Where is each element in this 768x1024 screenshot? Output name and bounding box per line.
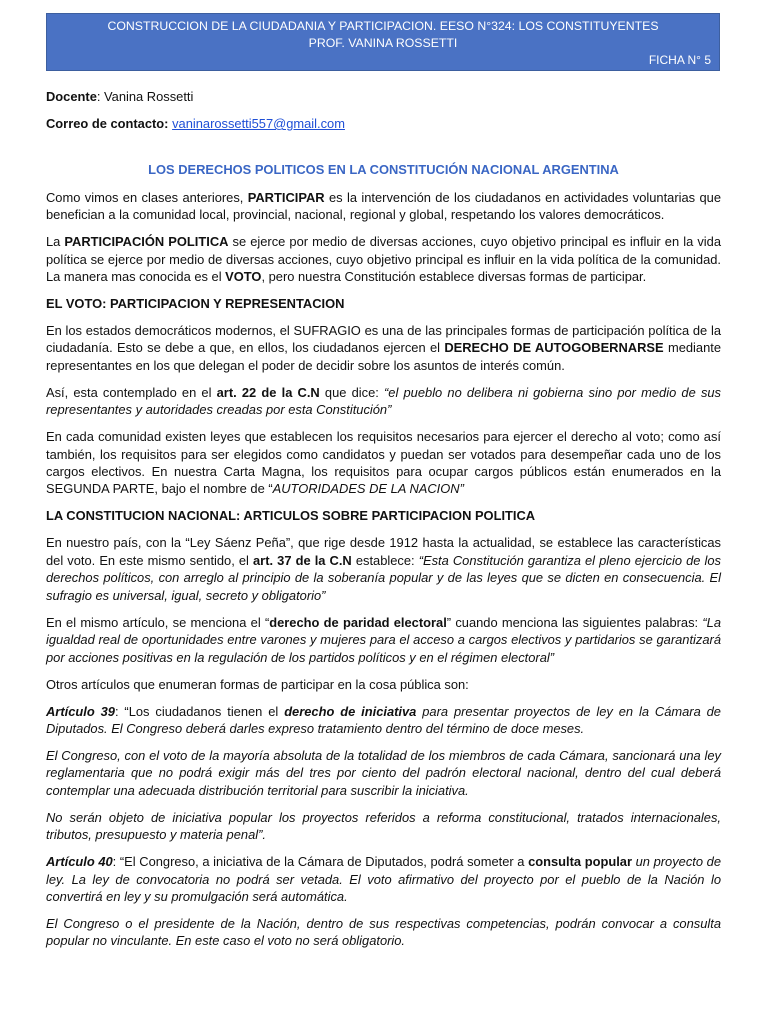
docente-label: Docente (46, 89, 97, 104)
paragraph-participacion-politica: La PARTICIPACIÓN POLITICA se ejerce por medio de diversas acciones, cuyo objetivo principal es influir en la vida política se ejerce por medio de diversas acciones, cuyo objetivo principal es influir en la vida política de la comunidad. La manera mas conocida es el VOTO, pero nuestra Constitución establece diversas formas de participar. (46, 234, 721, 285)
header-course-title: CONSTRUCCION DE LA CIUDADANIA Y PARTICIPACION. EESO N°324: LOS CONSTITUYENTES (107, 19, 659, 33)
docente-line (46, 88, 721, 105)
header-ficha-number: FICHA N° 5 (648, 53, 711, 67)
contact-line (46, 115, 721, 132)
document-body (46, 88, 721, 959)
header-teacher: PROF. VANINA ROSSETTI (308, 36, 458, 50)
docente-value: : Vanina Rossetti (96, 89, 194, 104)
paragraph-requisitos: En cada comunidad existen leyes que establecen los requisitos necesarios para ejercer el derecho al voto; como así también, los requisitos para ser elegidos como candidatos y puedan ser votados para desempeñar cada uno de los cargos electivos. En nuestra Carta Magna, los requisitos para ocupar cargos públicos están enumerados en la SEGUNDA PARTE, bajo el nombre de “AUTORIDADES DE LA NACION” (46, 429, 721, 497)
header-banner (46, 13, 720, 71)
section-title: LOS DERECHOS POLITICOS EN LA CONSTITUCIÓN NACIONAL ARGENTINA (148, 162, 619, 178)
paragraph-otros-articulos: Otros artículos que enumeran formas de participar en la cosa pública son: (46, 676, 469, 692)
contact-label: Correo de contacto: (46, 116, 169, 131)
email-link[interactable]: vaninarossetti557@gmail.com (172, 116, 345, 131)
paragraph-art-39-ley: El Congreso, con el voto de la mayoría absoluta de la totalidad de los miembros de cada Cámara, sancionará una ley reglamentaria que no podrá exigir más del tres por ciento del padrón electoral nacional, dentro del cual deberá contemplar una adecuada distribución territorial para suscribir la iniciativa. (46, 747, 721, 798)
heading-constitucion: LA CONSTITUCION NACIONAL: ARTICULOS SOBRE PARTICIPACION POLITICA (46, 508, 536, 524)
paragraph-paridad: En el mismo artículo, se menciona el “derecho de paridad electoral” cuando menciona las siguientes palabras: “La igualdad real de oportunidades entre varones y mujeres para el acceso a cargos electivos y partidarios se garantizará por acciones positivas en la regulación de los partidos políticos y en el régimen electoral” (46, 614, 722, 665)
paragraph-art-22: Así, esta contemplado en el art. 22 de la C.N que dice: “el pueblo no delibera ni gobierna sino por medio de sus representantes y autoridades creadas por esta Constitución” (46, 384, 722, 418)
paragraph-art-39: Artículo 39: “Los ciudadanos tienen el derecho de iniciativa para presentar proyectos de ley en la Cámara de Diputados. El Congreso deberá darles expreso tratamiento dentro del término de doce meses. (46, 703, 721, 736)
paragraph-sufragio: En los estados democráticos modernos, el SUFRAGIO es una de las principales formas de participación política de la ciudadanía. Esto se debe a que, en ellos, los ciudadanos ejercen el DERECHO DE AUTOGOBERNARSE mediante representantes en los que delegan el poder de decidir sobre los asuntos de interés común. (46, 323, 721, 373)
paragraph-art-40: Artículo 40: “El Congreso, a iniciativa de la Cámara de Diputados, podrá someter a consulta popular un proyecto de ley. La ley de convocatoria no podrá ser vetada. El voto afirmativo del proyecto por el pueblo de la Nación lo convertirá en ley y su promulgación será automática. (46, 854, 721, 904)
heading-voto: EL VOTO: PARTICIPACION Y REPRESENTACION (46, 296, 345, 312)
paragraph-art-37: En nuestro país, con la “Ley Sáenz Peña”, que rige desde 1912 hasta la actualidad, se establece las características del voto. En este mismo sentido, el art. 37 de la C.N establece: “Esta Constitución garantiza el pleno ejercicio de los derechos políticos, con arreglo al principio de la soberanía popular y de las leyes que se dicten en consecuencia. El sufragio es universal, igual, secreto y obligatorio” (46, 535, 721, 603)
paragraph-art-39-excepciones: No serán objeto de iniciativa popular los proyectos referidos a reforma constitucional, tratados internacionales, tributos, presupuesto y materia penal”. (46, 809, 721, 843)
paragraph-participar: Como vimos en clases anteriores, PARTICIPAR es la intervención de los ciudadanos en actividades voluntarias que benefician a la comunidad local, provincial, nacional, regional y global, respetando los valores democráticos. (46, 189, 721, 223)
paragraph-art-40-consulta: El Congreso o el presidente de la Nación, dentro de sus respectivas competencias, podrán convocar a consulta popular no vinculante. En este caso el voto no será obligatorio. (46, 915, 721, 949)
